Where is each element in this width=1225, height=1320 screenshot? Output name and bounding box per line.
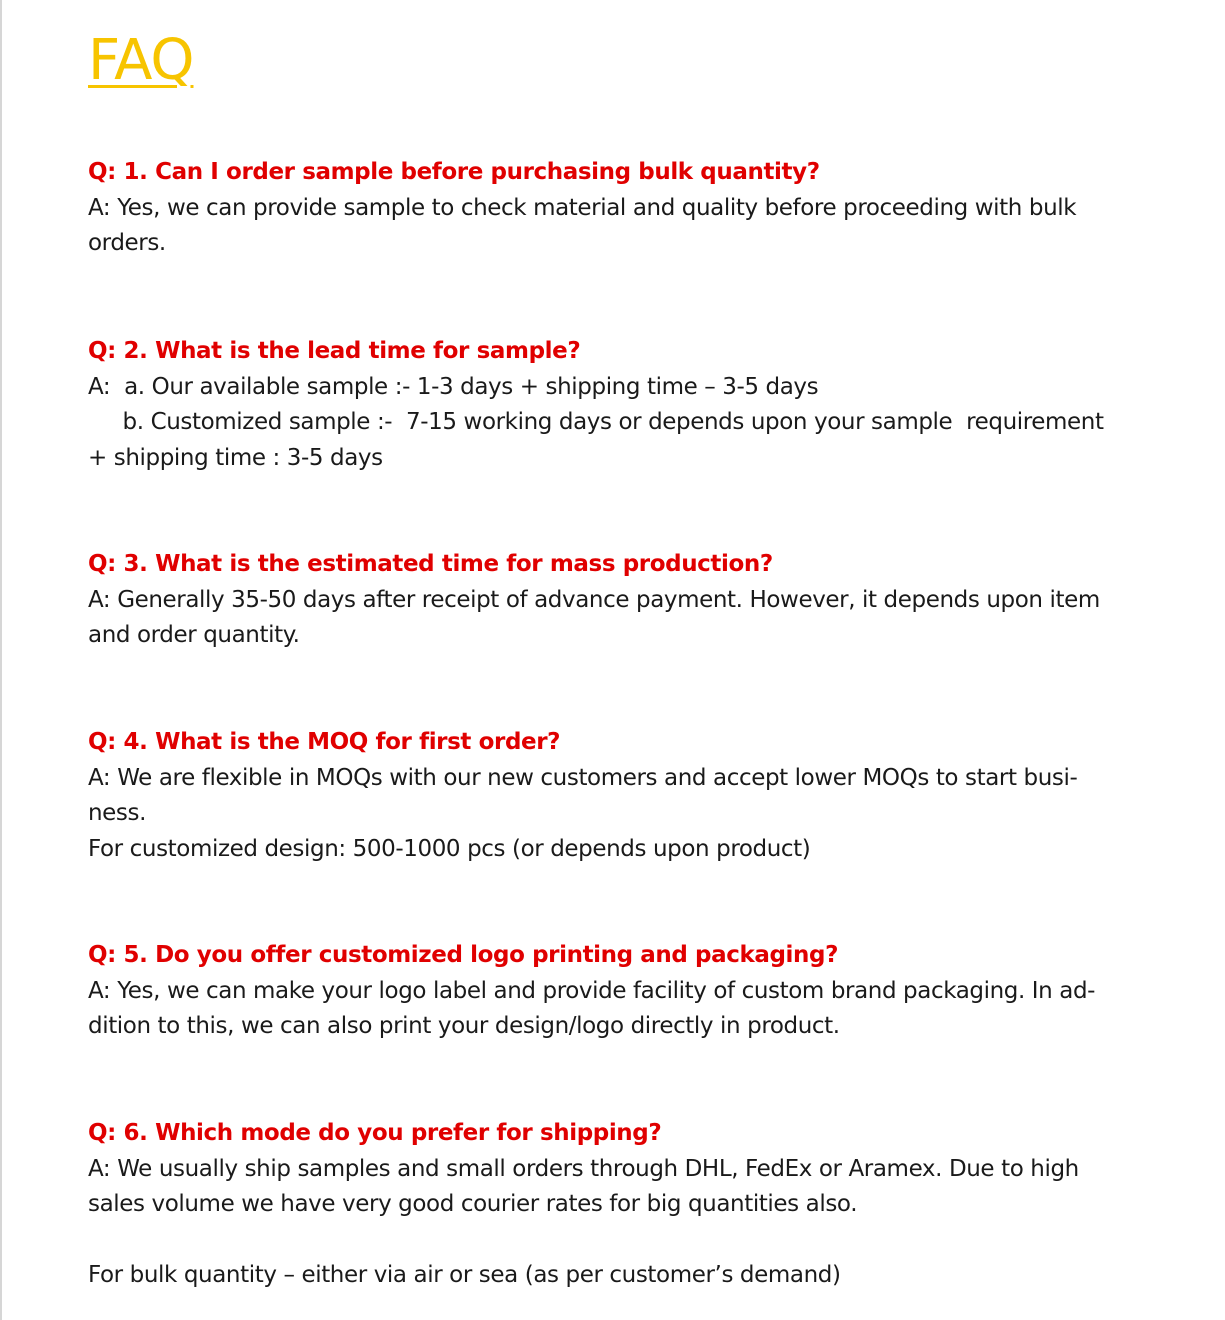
faq-answer-line: For customized design: 500-1000 pcs (or depends upon product) <box>88 835 811 862</box>
faq-answer-line: A: We are flexible in MOQs with our new customers and accept lower MOQs to start busi- <box>88 764 1078 791</box>
faq-answer-line: A: Yes, we can make your logo label and provide facility of custom brand packaging. In ad- <box>88 977 1096 1004</box>
faq-answer-line: A: a. Our available sample :- 1-3 days + shipping time – 3-5 days <box>88 373 819 400</box>
faq-question: Q: 2. What is the lead time for sample? <box>88 338 581 364</box>
faq-answer-line: and order quantity. <box>88 622 300 648</box>
faq-answer-spacer <box>88 1223 1168 1259</box>
faq-question: Q: 5. Do you offer customized logo printing and packaging? <box>88 942 839 968</box>
faq-answer-line: For bulk quantity – either via air or sea (as per customer’s demand) <box>88 1262 841 1288</box>
faq-answer-line: A: Yes, we can provide sample to check material and quality before proceeding with bulk <box>88 194 1077 221</box>
faq-question: Q: 4. What is the MOQ for first order? <box>88 729 561 755</box>
faq-question: Q: 6. Which mode do you prefer for shipping? <box>88 1120 662 1146</box>
faq-item-6 <box>88 1116 1168 1294</box>
faq-item-1 <box>88 155 1168 262</box>
faq-answer-line: b. Customized sample :- 7-15 working days or depends upon your sample requirement <box>88 409 1104 435</box>
faq-answer-line: orders. <box>88 230 166 256</box>
faq-item-3 <box>88 547 1168 654</box>
faq-item-2 <box>88 334 1168 476</box>
faq-question: Q: 1. Can I order sample before purchasing bulk quantity? <box>88 159 820 185</box>
faq-answer-line: dition to this, we can also print your design/logo directly in product. <box>88 1013 840 1039</box>
faq-answer-line: sales volume we have very good courier rates for big quantities also. <box>88 1191 858 1217</box>
left-border-line <box>0 0 2 1320</box>
faq-item-4 <box>88 725 1168 867</box>
faq-answer-line: A: We usually ship samples and small orders through DHL, FedEx or Aramex. Due to high <box>88 1155 1079 1182</box>
faq-item-5 <box>88 938 1168 1045</box>
faq-answer-line: A: Generally 35-50 days after receipt of advance payment. However, it depends upon item <box>88 586 1100 613</box>
page-title: FAQ <box>88 28 194 93</box>
faq-question: Q: 3. What is the estimated time for mass production? <box>88 551 773 577</box>
faq-answer-line: ness. <box>88 800 147 826</box>
faq-answer-line: + shipping time : 3-5 days <box>88 444 383 471</box>
